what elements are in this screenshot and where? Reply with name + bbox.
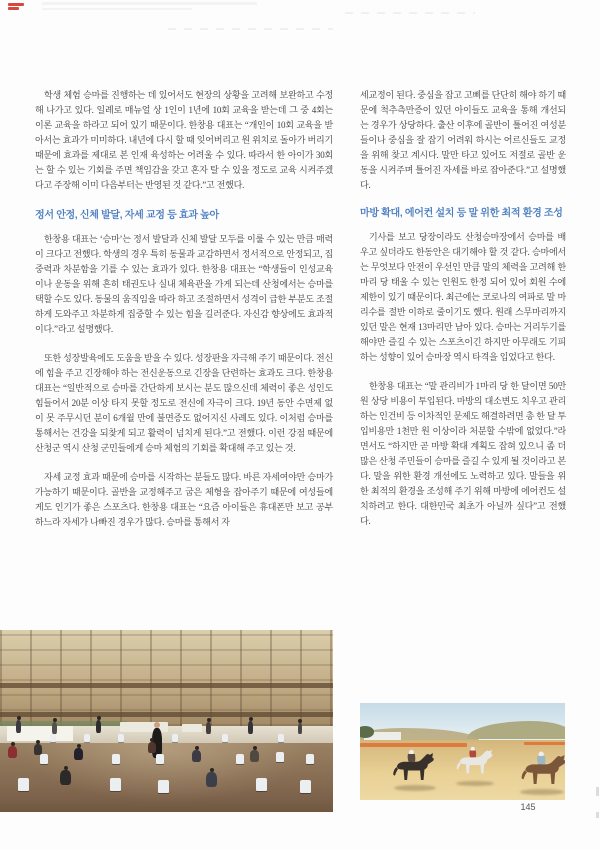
orange-fence [524, 742, 565, 745]
chair [276, 752, 284, 762]
chair [112, 754, 120, 764]
ghost-line [168, 28, 333, 30]
horse-silhouette-white [452, 742, 498, 782]
body-paragraph: 학생 체험 승마를 진행하는 데 있어서도 현장의 상황을 고려해 보완하고 수정해 나가고 있다. 일례로 매뉴얼 상 1인이 1년에 10회 교육을 받는데 그 중 4회는 이론 교육을 하라고 되어 있기 때문이다. 한창용 대표는 “개인이 10회 교육을 받아서는 효과가 미미하다. 내년에 다시 할 때 잊어버리고 원 위치로 돌아가 버리기 때문에 효과를 제대로 본 인재 육성하는 어려울 수 있다. 따라서 한 아이가 30회는 할 수 있는 기회를 주면 책임감을 갖고 혼자 탈 수 있을 정도로 교육 시켜주겠다고 주장해 이미 다음부터는 반영된 것 같다.”고 전했다. [35, 90, 333, 190]
person-figure [206, 722, 211, 734]
seated-person [206, 772, 217, 787]
left-column [35, 88, 333, 544]
chair [50, 734, 56, 742]
section-heading-environment: 마방 확대, 에어컨 설치 등 말 위한 최적 환경 조성 [360, 208, 563, 219]
horse-silhouette-dark [388, 745, 440, 789]
chair [40, 754, 48, 764]
body-paragraph: 세교정이 된다. 중심을 잡고 고삐를 단단히 해야 하기 때문에 척추측만증이 있던 아이들도 교육을 통해 개선되는 경우가 상당하다. 출산 이후에 골반이 틀어진 여성분들이나 중심을 잘 잡기 어려워 하시는 어르신들도 교정을 위해 찾고 계시다. 말만 타고 있어도 저절로 골반 운동을 시켜주며 틀어진 자세를 바로 잡아준다.”고 설명했다. [360, 90, 566, 190]
chair [236, 754, 244, 764]
chair [110, 778, 121, 791]
page-number: 145 [520, 802, 536, 812]
edge-artifact [596, 787, 599, 796]
ghost-line [42, 8, 192, 10]
white-banner [182, 724, 202, 732]
chair [18, 778, 29, 791]
body-paragraph: 또한 성장발육에도 도움을 받을 수 있다. 성장판을 자극해 주기 때문이다. 전신에 힘을 주고 긴장해야 하는 전신운동으로 긴장을 단련하는 효과도 크다. 한창용 대표는 “일반적으로 승마를 간단하게 보시는 분도 많으신데 체력이 좋은 성인도 힘들어서 20분 이상 타지 못할 정도로 전신에 자극이 크다. 19년 동안 수면제 없이 못 주무시던 분이 6개월 만에 불면증도 없어지신 사례도 있다. 이처럼 승마를 통해서는 건강을 되찾게 되고 활력이 넘치게 된다.”고 전했다. 이런 강점 때문에 산청군 역시 산청 군민들에게 승마 체험의 기회를 확대해 주고 있는 것. [35, 353, 333, 453]
photo-indoor-arena [0, 630, 333, 812]
ghost-line [345, 12, 475, 14]
chair [300, 780, 311, 793]
body-paragraph: 기사를 보고 당장이라도 산청승마장에서 승마를 배우고 싶더라도 한동안은 대기해야 할 것 같다. 승마에서는 무엇보다 안전이 우선인 만큼 말의 체력을 고려해 한 마리 당 태울 수 있는 인원도 한정 되어 있어 회원 수에 제한이 있기 때문이다. 최근에는 코로나의 여파로 말 마리수를 절반 이하로 줄이기도 했다. 원래 스무마리까지 있던 말은 현재 13마리만 남아 있다. 승마는 거리두기를 해야만 즐길 수 있는 스포츠이긴 하지만 아무래도 기피하는 성향이 있어 승마장 역시 타격을 입었다고 한다. [360, 232, 566, 362]
body-paragraph: 자세 교정 효과 때문에 승마를 시작하는 분들도 많다. 바른 자세여야만 승마가 가능하기 때문이다. 골반을 교정해주고 굽은 체형을 잡아주기 때문에 여성들에게도 인기가 좋은 스포츠다. 한창용 대표는 “요즘 아이들은 휴대폰만 보고 공부 하느라 자세가 나빠진 경우가 많다. 승마를 통해서 자 [35, 472, 333, 527]
person-figure [52, 722, 57, 734]
chair [158, 780, 169, 793]
seated-person [74, 748, 83, 760]
seated-person [250, 750, 259, 762]
person-figure [298, 723, 302, 734]
horse-silhouette-brown [516, 747, 565, 793]
seated-person [192, 750, 201, 762]
seated-person [148, 742, 156, 753]
chair [118, 734, 124, 742]
person-figure [16, 720, 21, 733]
edge-artifact [596, 812, 599, 818]
ceiling-beam [0, 683, 333, 688]
seated-person [60, 770, 71, 785]
section-heading-effects: 정서 안정, 신체 발달, 자세 교정 등 효과 높아 [35, 210, 219, 221]
chair [172, 734, 178, 742]
body-paragraph: 한창용 대표는 “말 관리비가 1마리 당 한 달이면 50만원 상당 비용이 투입된다. 마방의 대소변도 치우고 관리하는 인건비 등 이차적인 문제도 해결하려면 총 한 달 투입비용만 1천만 원 이상이라 처분할 수밖에 없었다.”라면서도 “하지만 곧 마방 확대 계획도 잡혀 있으니 좀 더 많은 산청 주민들이 승마를 즐길 수 있게 될 것이라고 본다. 말을 위한 환경 개선에도 노력하고 있다. 말들을 위한 최적의 환경을 조성해 주기 위해 마방에 에어컨도 설치하려고 한다. 대한민국 최초가 아닐까 싶다”고 전했다. [360, 381, 566, 526]
chair [84, 734, 90, 742]
right-column [360, 88, 566, 543]
chair [156, 754, 164, 764]
ghost-line [42, 2, 257, 5]
ceiling-beam [0, 712, 333, 717]
person-figure [248, 721, 253, 734]
body-paragraph: 한창용 대표는 ‘승마’는 정서 발달과 신체 발달 모두를 이룰 수 있는 만큼 매력이 크다고 전했다. 학생의 경우 특히 동물과 교감하면서 정서적으로 안정되고, 집중력과 차분함을 기를 수 있는 효과가 있다. 한창용 대표는 “학생들이 인성교육이나 운동을 위해 흔히 태권도나 실내 체육관을 가게 되는데 산청에서는 승마를 택할 수도 있다. 동물의 움직임을 따라 하고 조절하면서 성격이 급한 부분도 조절하게 도와주고 차분하게 집중할 수 있는 힘을 길러준다. 자신감 향상에도 효과적이다.”라고 설명했다. [35, 234, 333, 334]
person-figure [96, 720, 101, 733]
photo-outdoor-arena [360, 703, 565, 800]
chair [306, 754, 314, 764]
seated-person [8, 746, 17, 758]
chair [278, 734, 284, 742]
chair [256, 778, 267, 791]
chair [222, 734, 228, 742]
